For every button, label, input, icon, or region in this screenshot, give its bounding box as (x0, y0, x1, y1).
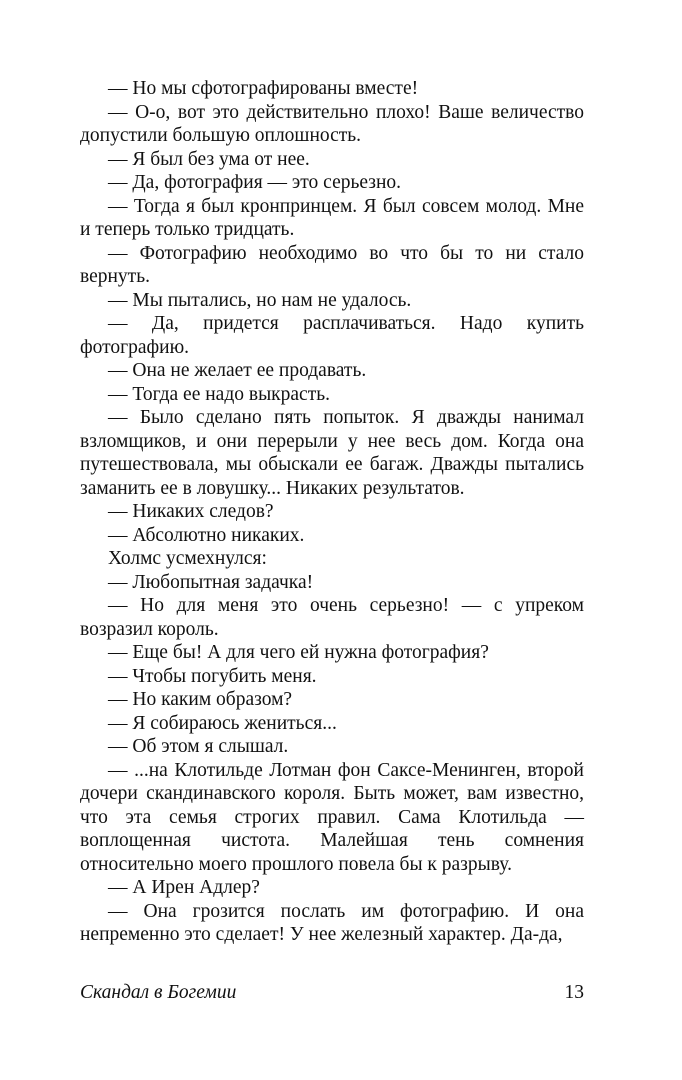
paragraph: — Она грозится послать им фотографию. И она непременно это сделает! У нее железный характер. Да-да, (80, 900, 584, 945)
paragraph: — Тогда ее надо выкрасть. (108, 383, 331, 405)
paragraph: — Но мы сфотографированы вместе! (108, 78, 419, 99)
paragraph: — Чтобы погубить меня. (108, 665, 317, 687)
paragraph: — Об этом я слышал. (108, 736, 289, 757)
paragraph: — Никаких следов? (108, 501, 274, 522)
paragraph: — А Ирен Адлер? (108, 877, 260, 898)
paragraph: — Мы пытались, но нам не удалось. (108, 289, 412, 311)
paragraph: — Да, фотография — это серьезно. (108, 172, 402, 193)
paragraph: — Но для меня это очень серьезно! — с упреком возразил король. (80, 595, 584, 640)
page-footer (80, 981, 584, 1007)
paragraph: Холмс усмехнулся: (108, 548, 267, 569)
body-text (80, 77, 584, 947)
paragraph: — Она не желает ее продавать. (108, 360, 367, 381)
paragraph: — Абсолютно никаких. (108, 524, 305, 546)
page-number: 13 (564, 982, 584, 1003)
paragraph: — Фотографию необходимо во что бы то ни стало вернуть. (80, 242, 584, 287)
paragraph: — Еще бы! А для чего ей нужна фотография? (108, 642, 489, 663)
paragraph: — Я был без ума от нее. (108, 148, 310, 170)
paragraph: — О-о, вот это действительно плохо! Ваше величество допустили большую оплошность. (80, 101, 584, 146)
paragraph: — Было сделано пять попыток. Я дважды нанимал взломщиков, и они перерыли у нее весь дом. Когда она путешествовала, мы обыскали ее багаж. Дважды пытались заманить ее в ловушку... Никаких результатов. (80, 407, 584, 499)
paragraph: — Любопытная задачка! (108, 571, 314, 593)
paragraph: — Но каким образом? (108, 689, 293, 710)
paragraph: — ...на Клотильде Лотман фон Саксе-Менинген, второй дочери скандинавского короля. Быть может, вам известно, что эта семья строгих правил. Сама Клотильда — воплощенная чистота. Малейшая тень сомнения относительно моего прошлого повела бы к разрыву. (80, 759, 584, 875)
paragraph: — Тогда я был кронпринцем. Я был совсем молод. Мне и теперь только тридцать. (80, 195, 584, 240)
running-title: Скандал в Богемии (80, 982, 237, 1003)
paragraph: — Я собираюсь жениться... (108, 712, 337, 734)
paragraph: — Да, придется расплачиваться. Надо купить фотографию. (80, 313, 584, 358)
